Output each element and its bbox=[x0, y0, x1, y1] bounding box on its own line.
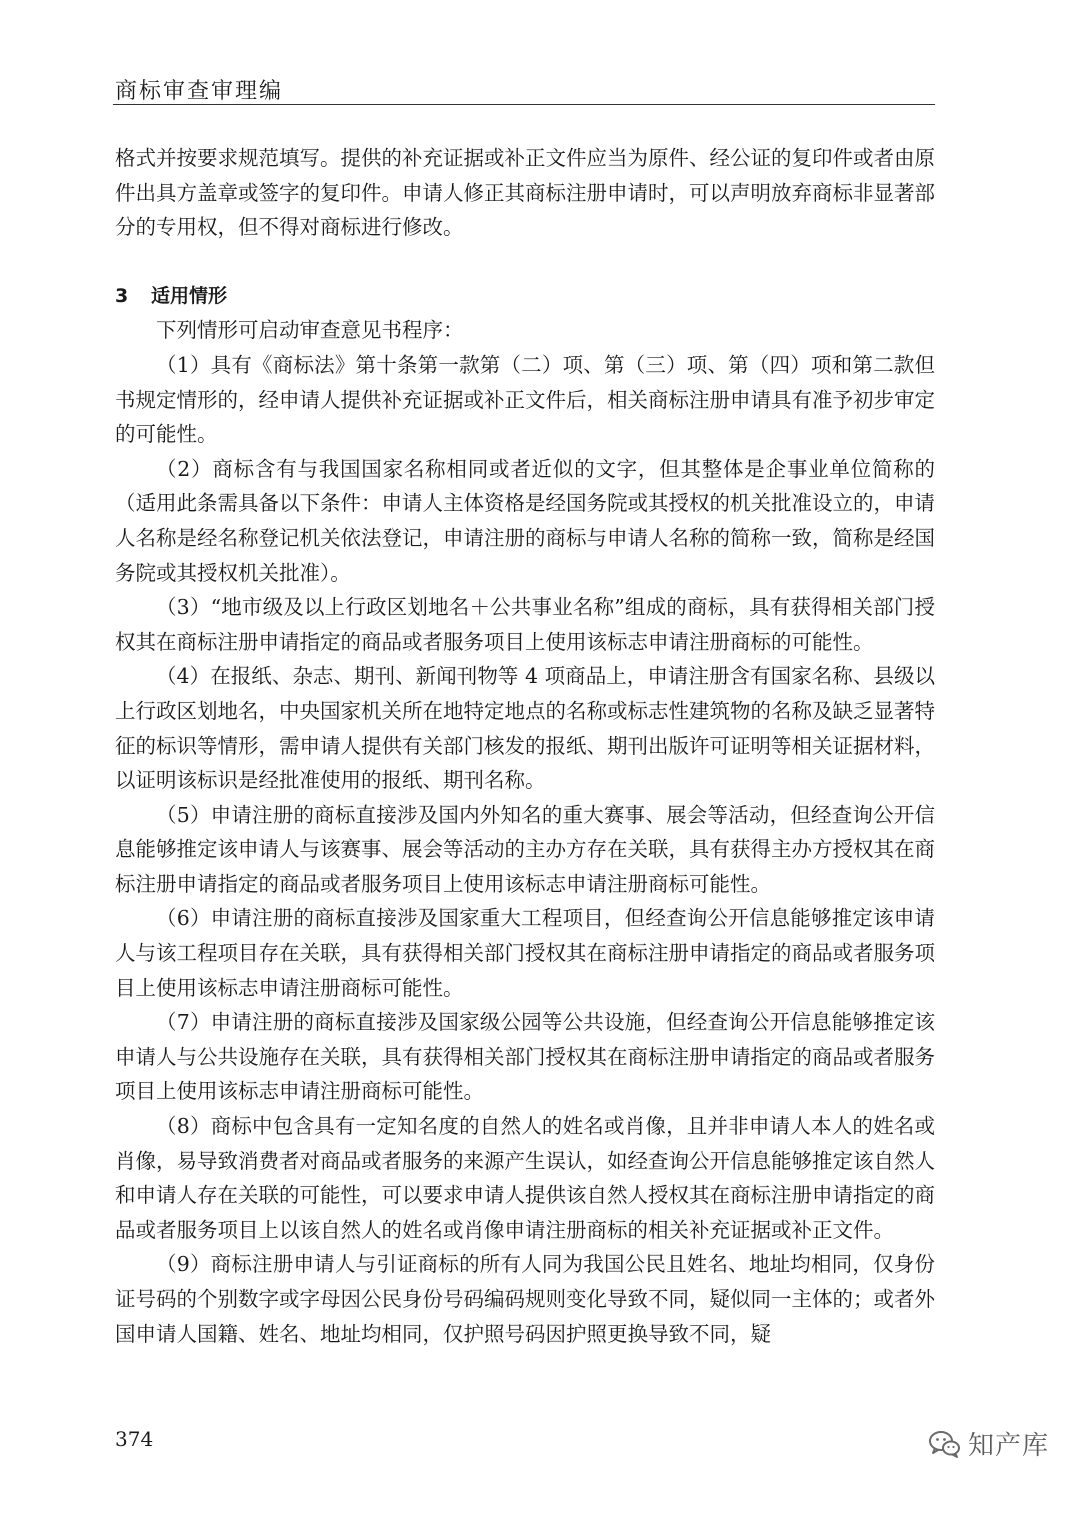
section-number: 3 bbox=[115, 284, 129, 307]
list-item-6: （6）申请注册的商标直接涉及国家重大工程项目，但经查询公开信息能够推定该申请人与该工程项目存在关联，具有获得相关部门授权其在商标注册申请指定的商品或者服务项目上使用该标志申请注册商标可能性。 bbox=[115, 906, 935, 1000]
list-item-7: （7）申请注册的商标直接涉及国家级公园等公共设施，但经查询公开信息能够推定该申请人与公共设施存在关联，具有获得相关部门授权其在商标注册申请指定的商品或者服务项目上使用该标志申请注册商标可能性。 bbox=[115, 1010, 935, 1104]
section-lead: 下列情形可启动审查意见书程序： bbox=[156, 318, 464, 343]
list-item-5: （5）申请注册的商标直接涉及国内外知名的重大赛事、展会等活动，但经查询公开信息能够推定该申请人与该赛事、展会等活动的主办方存在关联，具有获得主办方授权其在商标注册申请指定的商品或者服务项目上使用该标志申请注册商标可能性。 bbox=[115, 802, 935, 896]
list-item-2: （2）商标含有与我国国家名称相同或者近似的文字，但其整体是企事业单位简称的（适用此条需具备以下条件：申请人主体资格是经国务院或其授权的机关批准设立的，申请人名称是经名称登记机关依法登记，申请注册的商标与申请人名称的简称一致，简称是经国务院或其授权机关批准）。 bbox=[115, 456, 935, 585]
page-number: 374 bbox=[115, 1427, 154, 1451]
list-item-3: （3）“地市级及以上行政区划地名＋公共事业名称”组成的商标，具有获得相关部门授权其在商标注册申请指定的商品或者服务项目上使用该标志申请注册商标的可能性。 bbox=[115, 595, 935, 654]
watermark-text: 知产库 bbox=[968, 1431, 1050, 1461]
wechat-icon bbox=[928, 1429, 962, 1459]
running-header: 商标审查审理编 bbox=[115, 79, 284, 104]
header-rule bbox=[113, 104, 935, 105]
list-item-8: （8）商标中包含具有一定知名度的自然人的姓名或肖像，且并非申请人本人的姓名或肖像，易导致消费者对商品或者服务的来源产生误认，如经查询公开信息能够推定该自然人和申请人存在关联的可能性，可以要求申请人提供该自然人授权其在商标注册申请指定的商品或者服务项目上以该自然人的姓名或肖像申请注册商标的相关补充证据或补正文件。 bbox=[115, 1114, 935, 1242]
watermark bbox=[928, 1425, 1049, 1462]
list-item-9: （9）商标注册申请人与引证商标的所有人同为我国公民且姓名、地址均相同，仅身份证号码的个别数字或字母因公民身份号码编码规则变化导致不同，疑似同一主体的；或者外国申请人国籍、姓名、地址均相同，仅护照号码因护照更换导致不同，疑 bbox=[115, 1252, 935, 1346]
list-item-1: （1）具有《商标法》第十条第一款第（二）项、第（三）项、第（四）项和第二款但书规定情形的，经申请人提供补充证据或补正文件后，相关商标注册申请具有准予初步审定的可能性。 bbox=[115, 352, 935, 447]
section-heading bbox=[115, 279, 935, 314]
page-body bbox=[115, 141, 935, 1351]
list-item-4: （4）在报纸、杂志、期刊、新闻刊物等 4 项商品上，申请注册含有国家名称、县级以上行政区划地名，中央国家机关所在地特定地点的名称或标志性建筑物的名称及缺乏显著特征的标识等情形，需申请人提供有关部门核发的报纸、期刊出版许可证明等相关证据材料，以证明该标识是经批准使用的报纸、期刊名称。 bbox=[115, 664, 935, 793]
intro-paragraph: 格式并按要求规范填写。提供的补充证据或补正文件应当为原件、经公证的复印件或者由原件出具方盖章或签字的复印件。申请人修正其商标注册申请时，可以声明放弃商标非显著部分的专用权，但不得对商标进行修改。 bbox=[115, 146, 935, 240]
section-title: 适用情形 bbox=[151, 284, 228, 307]
section-gap bbox=[115, 245, 935, 279]
